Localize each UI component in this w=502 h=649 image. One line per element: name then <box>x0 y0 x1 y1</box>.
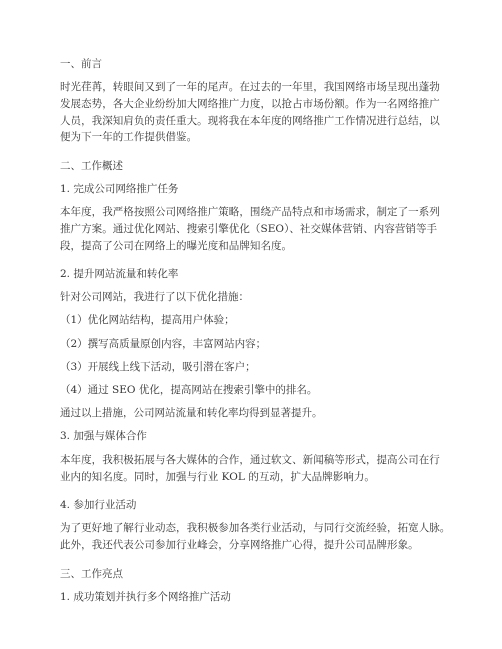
item2-list-item-2: （2）撰写高质量原创内容，丰富网站内容； <box>60 338 267 350</box>
section-heading-highlights: 三、工作亮点 <box>60 568 123 580</box>
preface-line-1: 时光荏苒，转眼间又到了一年的尾声。在过去的一年里，我国网络市场呈现出蓬勃 <box>60 81 440 93</box>
preface-line-2: 发展态势，各大企业纷纷加大网络推广力度，以抢占市场份额。作为一名网络推广 <box>60 97 440 110</box>
section-heading-preface: 一、前言 <box>60 58 102 70</box>
item2-title: 2. 提升网站流量和转化率 <box>60 268 179 280</box>
item1-line-1: 本年度，我严格按照公司网络推广策略，围绕产品特点和市场需求，制定了一系列 <box>60 206 440 218</box>
item2-outro: 通过以上措施，公司网站流量和转化率均得到显著提升。 <box>60 407 323 419</box>
item2-intro: 针对公司网站，我进行了以下优化措施： <box>60 291 249 303</box>
preface-line-3: 人员，我深知肩负的责任重大。现将我在本年度的网络推广工作情况进行总结，以 <box>60 114 440 127</box>
item3-title: 3. 加强与媒体合作 <box>60 430 147 442</box>
highlight1-title: 1. 成功策划并执行多个网络推广活动 <box>60 591 231 603</box>
item1-paragraph <box>60 204 440 254</box>
preface-paragraph <box>60 79 440 146</box>
item1-title: 1. 完成公司网络推广任务 <box>60 183 179 195</box>
item4-line-2: 此外，我还代表公司参加行业峰会，分享网络推广心得，提升公司品牌形象。 <box>60 538 419 551</box>
item3-paragraph <box>60 452 440 486</box>
preface-line-4: 便为下一年的工作提供借鉴。 <box>60 131 198 144</box>
item4-line-1: 为了更好地了解行业动态，我积极参加各类行业活动，与同行交流经验，拓宽人脉。 <box>60 522 451 534</box>
item1-line-2: 推广方案。通过优化网站、搜索引擎优化（SEO）、社交媒体营销、内容营销等手 <box>60 222 438 235</box>
item3-line-2: 业内的知名度。同时，加强与行业 KOL 的互动，扩大品牌影响力。 <box>60 470 375 483</box>
item2-list-item-3: （3）开展线上线下活动，吸引潜在客户； <box>60 361 256 373</box>
item4-paragraph <box>60 520 450 554</box>
item2-list-item-4: （4）通过 SEO 优化，提高网站在搜索引擎中的排名。 <box>60 384 318 396</box>
item1-line-3: 段，提高了公司在网络上的曝光度和品牌知名度。 <box>60 239 293 252</box>
section-heading-overview: 二、工作概述 <box>60 160 123 172</box>
item2-list-item-1: （1）优化网站结构，提高用户体验； <box>60 314 235 326</box>
item3-line-1: 本年度，我积极拓展与各大媒体的合作，通过软文、新闻稿等形式，提高公司在行 <box>60 454 440 466</box>
item4-title: 4. 参加行业活动 <box>60 499 137 511</box>
